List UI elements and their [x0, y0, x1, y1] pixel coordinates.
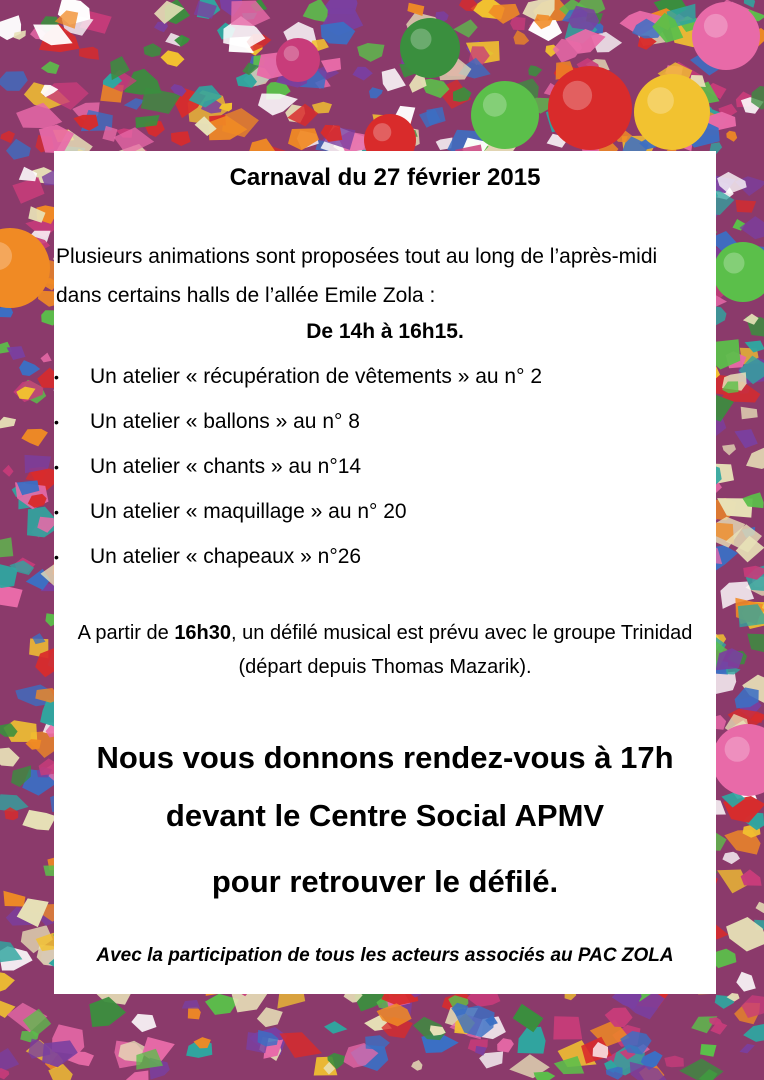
intro-text: Plusieurs animations sont proposées tout au long de l’après-midi dans certains halls de l’allée Emile Zola : — [56, 245, 658, 307]
parade-time: 16h30 — [174, 622, 232, 644]
bullet-icon: • — [54, 504, 59, 520]
list-item — [54, 360, 716, 405]
workshop-list — [54, 360, 716, 585]
workshop-label: Un atelier « chants » au n°14 — [90, 455, 362, 478]
list-item — [54, 405, 716, 450]
flyer-title: Carnaval du 27 février 2015 — [229, 164, 541, 191]
bullet-icon: • — [54, 549, 59, 565]
parade-rest: , un défilé musical est prévu avec le groupe Trinidad (départ depuis Thomas Mazarik). — [231, 622, 693, 678]
parade-prefix: A partir de — [77, 622, 175, 644]
bullet-icon: • — [54, 369, 59, 385]
flyer-card — [54, 151, 716, 994]
parade-text — [54, 616, 716, 684]
bullet-icon: • — [54, 459, 59, 475]
list-item — [54, 495, 716, 540]
meeting-announcement — [54, 729, 716, 911]
workshop-label: Un atelier « ballons » au n° 8 — [90, 410, 360, 433]
workshop-label: Un atelier « maquillage » au n° 20 — [90, 500, 407, 523]
workshop-label: Un atelier « chapeaux » n°26 — [90, 545, 362, 568]
workshop-hours: De 14h à 16h15. — [306, 320, 464, 343]
workshop-label: Un atelier « récupération de vêtements » au n° 2 — [90, 365, 543, 388]
bullet-icon: • — [54, 414, 59, 430]
list-item — [54, 450, 716, 495]
meeting-line-1: Nous vous donnons rendez-vous à 17h — [96, 740, 674, 775]
meeting-line-2: devant le Centre Social APMV — [165, 798, 605, 833]
meeting-line-3: pour retrouver le défilé. — [211, 864, 559, 899]
credit-line: Avec la participation de tous les acteurs associés au PAC ZOLA — [96, 945, 674, 966]
list-item — [54, 540, 716, 585]
